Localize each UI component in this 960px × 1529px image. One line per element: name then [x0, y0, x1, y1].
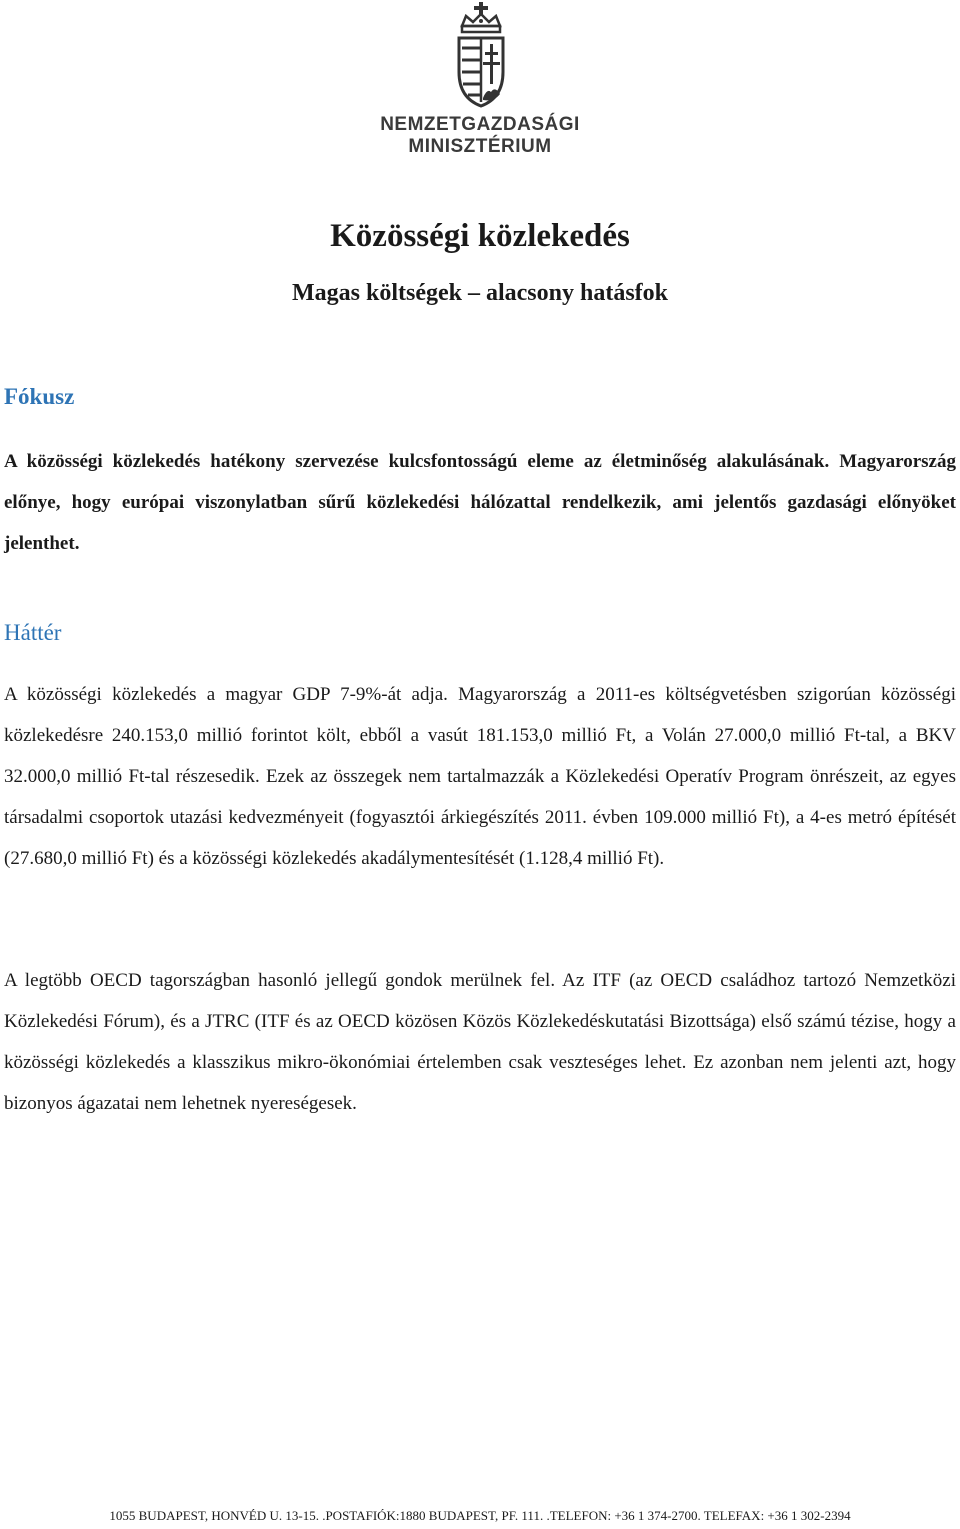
document-title: Közösségi közlekedés: [330, 218, 630, 254]
ministry-logo: [0, 0, 960, 170]
hungarian-coat-of-arms-icon: [454, 2, 508, 108]
background-heading: Háttér: [4, 620, 62, 645]
background-paragraph: A közösségi közlekedés a magyar GDP 7-9%-át adja. Magyarország a 2011-es költségvetésben szigorúan közösségi közlekedésre 240.153,0 millió forintot költ, ebből a vasút 181.153,0 millió Ft, a Volán 27.000,0 millió Ft-tal, a BKV 32.000,0 millió Ft-tal részesedik. Ezek az összegek nem tartalmazzák a Közlekedési Operatív Program önrészeit, az egyes társadalmi csoportok utazási kedvezményeit (fogyasztói árkiegészítés 2011. évben 109.000 millió Ft), a 4-es metró építését (27.680,0 millió Ft) és a közösségi közlekedés akadálymentesítését (1.128,4 millió Ft).: [4, 684, 956, 869]
ministry-name-line1: NEMZETGAZDASÁGI: [380, 114, 580, 135]
ministry-name-line2: MINISZTÉRIUM: [408, 136, 552, 157]
ministry-name: [0, 114, 960, 158]
footer-address: 1055 BUDAPEST, HONVÉD U. 13-15. .POSTAFIÓK:1880 BUDAPEST, PF. 111. .TELEFON: +36 1 374-2700. TELEFAX: +36 1 302-2394: [109, 1508, 851, 1523]
focus-paragraph: A közösségi közlekedés hatékony szervezése kulcsfontosságú eleme az életminőség alakulásának. Magyarország előnye, hogy európai viszonylatban sűrű közlekedési hálózattal rendelkezik, ami jelentős gazdasági előnyöket jelenthet.: [4, 451, 956, 554]
oecd-paragraph: A legtöbb OECD tagországban hasonló jellegű gondok merülnek fel. Az ITF (az OECD családhoz tartozó Nemzetközi Közlekedési Fórum), és a JTRC (ITF és az OECD közösen Közös Közlekedéskutatási Bizottsága) első számú tézise, hogy a közösségi közlekedés a klasszikus mikro-ökonómiai értelemben csak veszteséges lehet. Ez azonban nem jelenti azt, hogy bizonyos ágazatai nem lehetnek nyereségesek.: [4, 970, 956, 1114]
focus-heading: Fókusz: [4, 384, 75, 409]
document-subtitle: Magas költségek – alacsony hatásfok: [291, 280, 669, 306]
